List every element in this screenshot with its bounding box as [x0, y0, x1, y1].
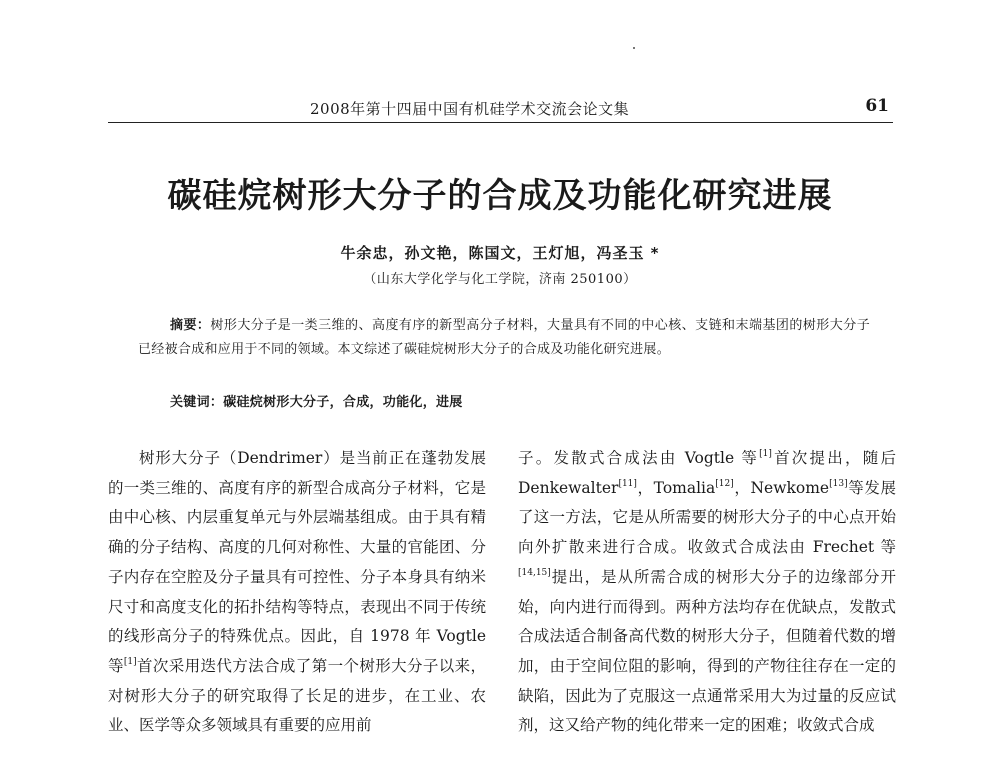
- body-column-right: [518, 444, 896, 741]
- citation-ref: [11]: [618, 478, 637, 489]
- body-text: 首次提出，随后 Denkewalter: [518, 449, 896, 497]
- running-header: [108, 96, 893, 123]
- paper-title: 碳硅烷树形大分子的合成及功能化研究进展: [167, 176, 833, 216]
- citation-ref: [13]: [829, 478, 848, 489]
- body-text: 等发展了这一方法，它是从所需要的树形大分子的中心点开始向外扩散来进行合成。收敛式合成法由 Frechet 等: [518, 478, 896, 557]
- body-text: ，Tomalia: [636, 478, 716, 497]
- abstract-text: 树形大分子是一类三维的、高度有序的新型高分子材料，大量具有不同的中心核、支链和末端基团的树形大分子已经被合成和应用于不同的领域。本文综述了碳硅烷树形大分子的合成及功能化研究进展。: [138, 318, 871, 357]
- body-column-left: [108, 444, 486, 741]
- body-text: ，Newkome: [733, 478, 830, 497]
- body-text: 提出，是从所需合成的树形大分子的边缘部分开始，向内进行而得到。两种方法均存在优缺点，发散式合成法适合制备高代数的树形大分子，但随着代数的增加，由于空间位阻的影响，得到的产物往往存在一定的缺陷，因此为了克服这一点通常采用大为过量的反应试剂，这又给产物的纯化带来一定的困难；收敛式合成: [518, 567, 896, 735]
- citation-ref: [12]: [715, 478, 734, 489]
- body-text: 首次采用迭代方法合成了第一个树形大分子以来，对树形大分子的研究取得了长足的进步，在工业、农业、医学等众多领域具有重要的应用前: [108, 656, 486, 735]
- keywords-text: 碳硅烷树形大分子，合成，功能化，进展: [223, 395, 463, 410]
- author-list: 牛余忠，孙文艳，陈国文，王灯旭，冯圣玉 *: [340, 244, 660, 262]
- body-paragraph: [518, 444, 896, 741]
- citation-ref: [14,15]: [518, 567, 551, 578]
- body-paragraph: [108, 444, 486, 741]
- citation-ref: [1]: [123, 656, 137, 667]
- abstract: [138, 314, 870, 362]
- keywords-label: 关键词：: [170, 395, 224, 410]
- abstract-label: 摘要：: [170, 318, 211, 333]
- body-text: 树形大分子（Dendrimer）是当前正在蓬勃发展的一类三维的、高度有序的新型合成高分子材料，它是由中心核、内层重复单元与外层端基组成。由于具有精确的分子结构、高度的几何对称性、大量的官能团、分子内存在空腔及分子量具有可控性、分子本身具有纳米尺寸和高度支化的拓扑结构等特点，表现出不同于传统的线形高分子的特殊优点。因此，自 1978 年 Vogtle 等: [108, 449, 486, 675]
- scan-speck: [633, 47, 635, 49]
- citation-ref: [1]: [759, 449, 772, 459]
- page-number: 61: [865, 96, 889, 116]
- affiliation: （山东大学化学与化工学院，济南 250100）: [363, 272, 637, 287]
- body-text: 子。发散式合成法由 Vogtle 等: [518, 449, 760, 467]
- keywords: [170, 391, 870, 415]
- proceedings-title: 2008年第十四届中国有机硅学术交流会论文集: [310, 100, 630, 118]
